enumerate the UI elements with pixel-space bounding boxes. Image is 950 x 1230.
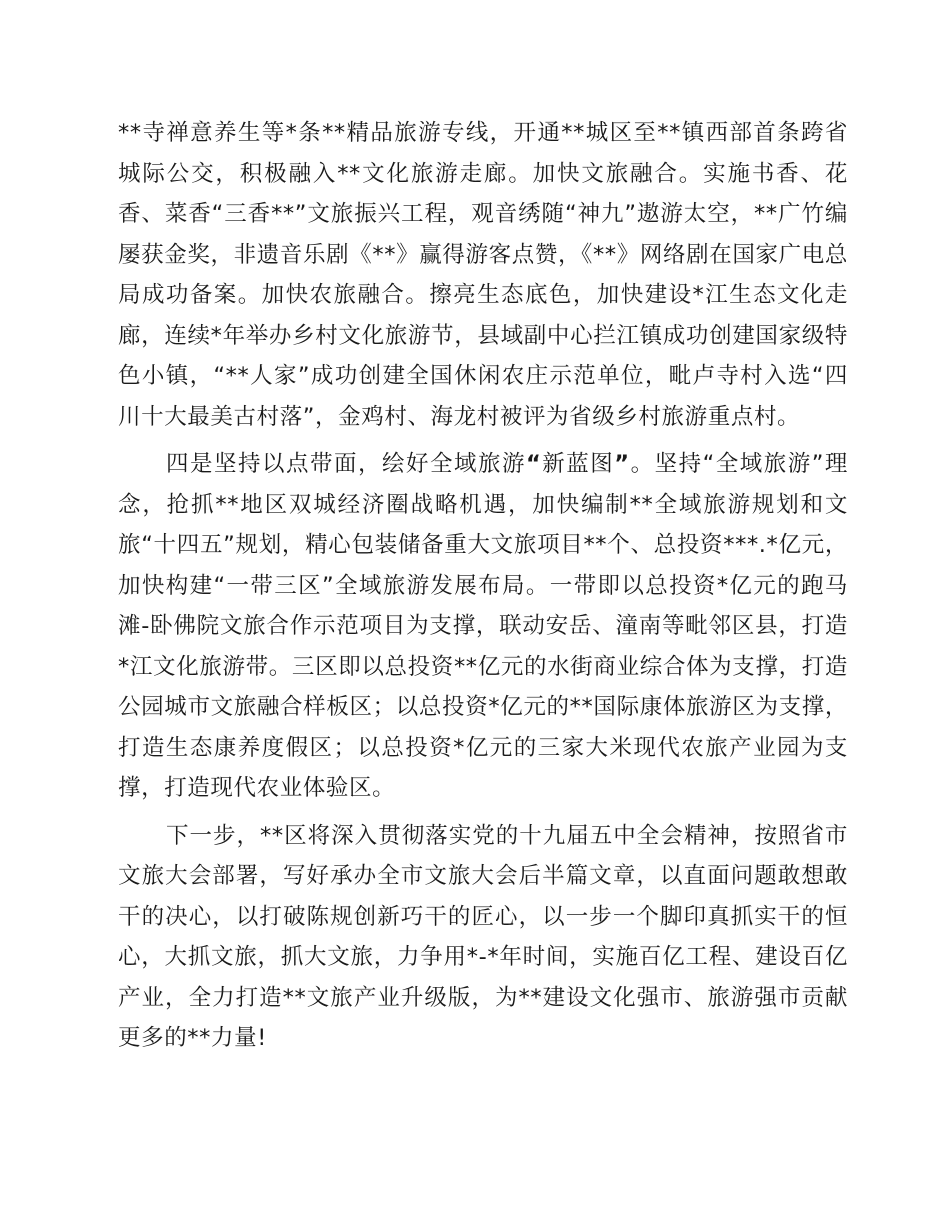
paragraph-2-text-a: 四是坚持以点带面，绘好全域旅游	[166, 451, 526, 477]
paragraph-2-close-quote: ”	[614, 451, 630, 477]
paragraph-2-heading-term: 新蓝图	[541, 451, 615, 477]
paragraph-3	[118, 816, 848, 1059]
paragraph-1	[118, 113, 848, 437]
document-body	[118, 113, 848, 1066]
paragraph-3-text: 下一步，**区将深入贯彻落实党的十九届五中全会精神，按照省市文旅大会部署，写好承办全市文旅大会后半篇文章，以直面问题敢想敢干的决心，以打破陈规创新巧干的匠心，以一步一个脚印真抓实干的恒心，大抓文旅，抓大文旅，力争用*-*年时间，实施百亿工程、建设百亿产业，全力打造**文旅产业升级版，为**建设文化强市、旅游强市贡献更多的**力量!	[118, 822, 848, 1051]
paragraph-2-text-b: 。坚持“全域旅游”理念，抢抓**地区双城经济圈战略机遇，加快编制**全域旅游规划和文旅“十四五”规划，精心包装储备重大文旅项目**个、总投资***.*亿元，加快构建“一带三区”全域旅游发展布局。一带即以总投资*亿元的跑马滩-卧佛院文旅合作示范项目为支撑，联动安岳、潼南等毗邻区县，打造*江文化旅游带。三区即以总投资**亿元的水街商业综合体为支撑，打造公园城市文旅融合样板区；以总投资*亿元的**国际康体旅游区为支撑，打造生态康养度假区；以总投资*亿元的三家大米现代农旅产业园为支撑，打造现代农业体验区。	[118, 451, 848, 801]
paragraph-2	[118, 444, 848, 809]
paragraph-2-open-quote: “	[525, 451, 542, 477]
paragraph-1-text: **寺禅意养生等*条**精品旅游专线，开通**城区至**镇西部首条跨省城际公交，积极融入**文化旅游走廊。加快文旅融合。实施书香、花香、菜香“三香**”文旅振兴工程，观音绣随“神九”遨游太空，**广竹编屡获金奖，非遗音乐剧《**》赢得游客点赞，《**》网络剧在国家广电总局成功备案。加快农旅融合。擦亮生态底色，加快建设*江生态文化走廊，连续*年举办乡村文化旅游节，县域副中心拦江镇成功创建国家级特色小镇，“**人家”成功创建全国休闲农庄示范单位，毗卢寺村入选“四川十大最美古村落”，金鸡村、海龙村被评为省级乡村旅游重点村。	[118, 120, 848, 430]
